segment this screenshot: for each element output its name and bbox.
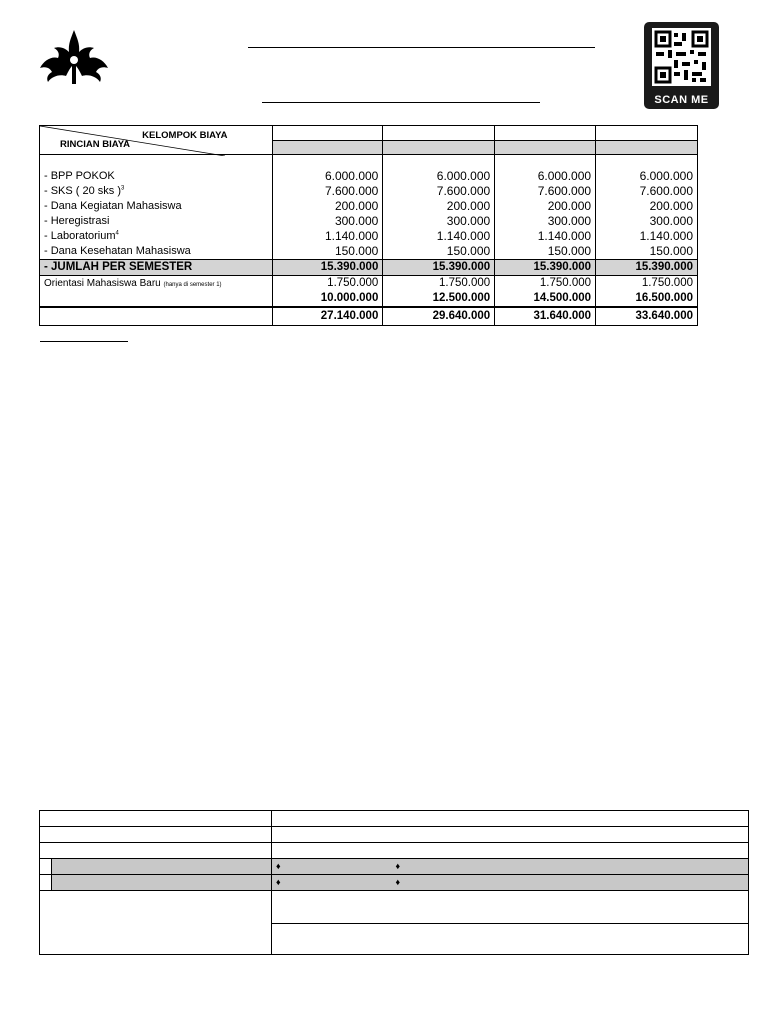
grand-total-4: 33.640.000 bbox=[596, 307, 698, 326]
footnote-divider bbox=[40, 341, 128, 342]
item-dana-kesehatan: - Dana Kesehatan Mahasiswa bbox=[44, 245, 191, 257]
grand-total-3: 31.640.000 bbox=[495, 307, 596, 326]
grand-total-2: 29.640.000 bbox=[383, 307, 495, 326]
extra-2: 12.500.000 bbox=[383, 291, 495, 307]
diagonal-header-cell bbox=[40, 126, 273, 155]
orientation-row bbox=[40, 276, 698, 292]
info-table bbox=[39, 810, 749, 955]
info-row-1 bbox=[40, 811, 749, 827]
semester-total-label: - JUMLAH PER SEMESTER bbox=[40, 260, 273, 276]
orientation-note: (hanya di semester 1) bbox=[163, 282, 222, 288]
orientation-2: 1.750.000 bbox=[383, 276, 495, 292]
grand-total-label bbox=[40, 307, 273, 326]
grand-total-1: 27.140.000 bbox=[272, 307, 383, 326]
item-labels bbox=[40, 155, 273, 260]
item-laboratorium: - Laboratorium$^4$ bbox=[44, 230, 119, 242]
col-header-4 bbox=[596, 126, 698, 141]
item-bpp-pokok: - BPP POKOK bbox=[44, 170, 115, 182]
extra-1: 10.000.000 bbox=[272, 291, 383, 307]
orientation-label: Orientasi Mahasiswa Baru (hanya di semester 1) bbox=[40, 276, 273, 308]
col-header-1 bbox=[272, 126, 383, 141]
fee-table bbox=[39, 125, 698, 326]
info-row-3 bbox=[40, 843, 749, 859]
qr-modules-icon bbox=[652, 28, 711, 86]
qr-pattern bbox=[652, 28, 711, 86]
orientation-3: 1.750.000 bbox=[495, 276, 596, 292]
header-kelompok-biaya: KELOMPOK BIAYA bbox=[142, 130, 228, 141]
bullet-icon: ♦ bbox=[276, 877, 281, 887]
university-logo bbox=[38, 28, 110, 86]
info-row-2 bbox=[40, 827, 749, 843]
info-row-5 bbox=[40, 875, 749, 891]
col-2-values: 6.000.000 7.600.000 200.000 300.000 1.140.000 150.000 bbox=[383, 155, 495, 260]
info-row-4 bbox=[40, 859, 749, 875]
item-heregistrasi: - Heregistrasi bbox=[44, 215, 110, 227]
col-1-values: 6.000.000 7.600.000 200.000 300.000 1.140.000 150.000 bbox=[272, 155, 383, 260]
col-3-values: 6.000.000 7.600.000 200.000 300.000 1.140.000 150.000 bbox=[495, 155, 596, 260]
col-4-values: 6.000.000 7.600.000 200.000 300.000 1.140.000 150.000 bbox=[596, 155, 698, 260]
semester-total-2: 15.390.000 bbox=[383, 260, 495, 276]
grand-total-row bbox=[40, 307, 698, 326]
extra-4: 16.500.000 bbox=[596, 291, 698, 307]
item-dana-kegiatan: - Dana Kegiatan Mahasiswa bbox=[44, 200, 182, 212]
semester-total-3: 15.390.000 bbox=[495, 260, 596, 276]
bullet-icon: ♦ bbox=[395, 861, 401, 871]
info-row-6 bbox=[40, 891, 749, 924]
header-rincian-biaya: RINCIAN BIAYA bbox=[60, 139, 131, 150]
col-subheader-2 bbox=[383, 140, 495, 155]
col-header-2 bbox=[383, 126, 495, 141]
title-line-1 bbox=[248, 47, 595, 48]
qr-scan-label: SCAN ME bbox=[654, 94, 709, 106]
col-subheader-3 bbox=[495, 140, 596, 155]
semester-total-4: 15.390.000 bbox=[596, 260, 698, 276]
bullet-icon: ♦ bbox=[276, 861, 281, 871]
orientation-4: 1.750.000 bbox=[596, 276, 698, 292]
orientation-1: 1.750.000 bbox=[272, 276, 383, 292]
title-line-2 bbox=[262, 102, 540, 103]
qr-code[interactable] bbox=[644, 22, 719, 109]
bullet-icon: ♦ bbox=[395, 877, 401, 887]
item-sks: - SKS ( 20 sks )$^3$ bbox=[44, 185, 125, 197]
col-header-3 bbox=[495, 126, 596, 141]
extra-3: 14.500.000 bbox=[495, 291, 596, 307]
col-subheader-1 bbox=[272, 140, 383, 155]
semester-total-1: 15.390.000 bbox=[272, 260, 383, 276]
semester-total-row bbox=[40, 260, 698, 276]
col-subheader-4 bbox=[596, 140, 698, 155]
